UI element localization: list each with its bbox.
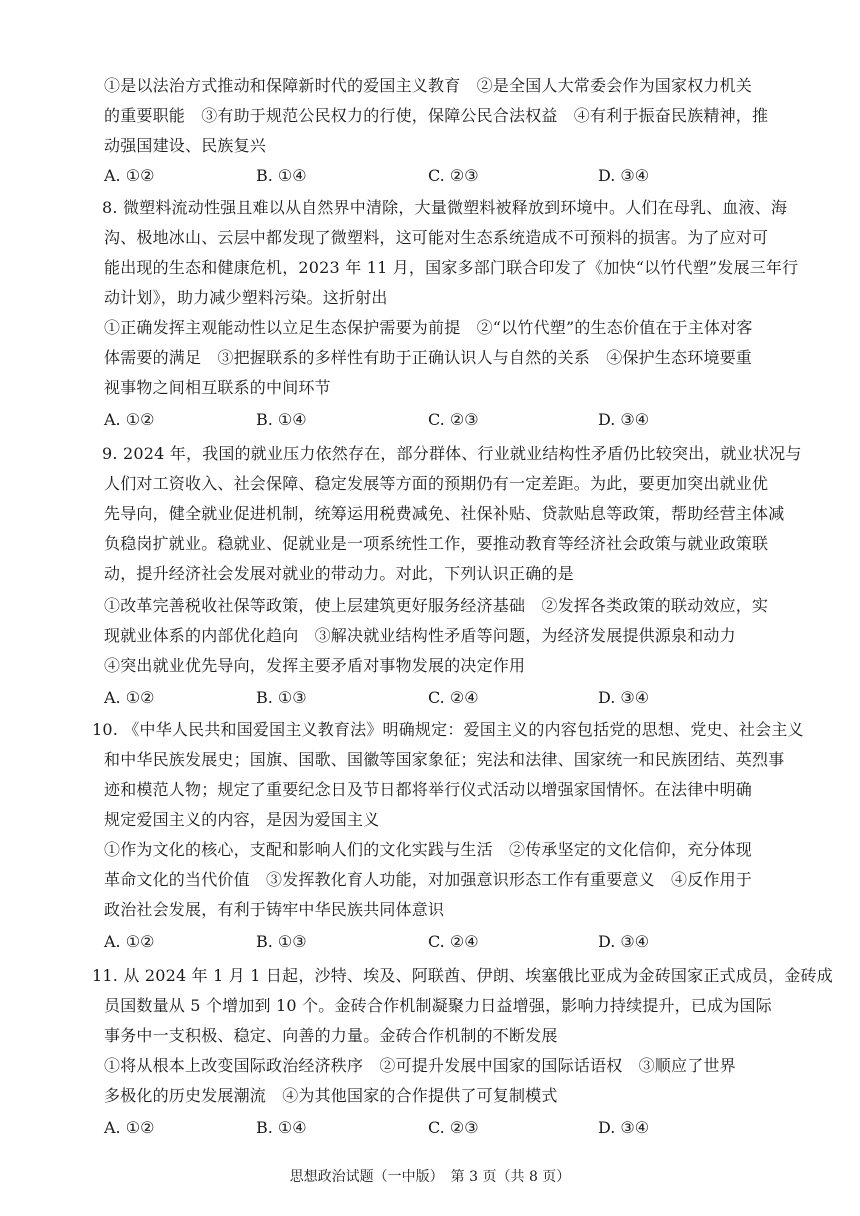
q10-option-a: A. ①② [104,932,155,951]
q11-option-b: B. ①④ [256,1118,307,1137]
q8-statement-line: 体需要的满足 ③把握联系的多样性有助于正确认识人与自然的关系 ④保护生态环境要重 [104,348,753,367]
q7-option-d: D. ③④ [598,166,650,185]
q9-option-c: C. ②④ [428,688,479,707]
q10-stem-line: 和中华民族发展史；国旗、国歌、国徽等国家象征；宪法和法律、国家统一和民族团结、英烈事 [104,750,785,769]
q11-option-d: D. ③④ [598,1118,650,1137]
q7-option-a: A. ①② [104,166,155,185]
q10-option-c: C. ②④ [428,932,479,951]
q9-stem-line: 人们对工资收入、社会保障、稳定发展等方面的预期仍有一定差距。为此，要更加突出就业优 [104,474,769,493]
q9-stem-line: 先导向，健全就业促进机制，统筹运用税费减免、社保补贴、贷款贴息等政策，帮助经营主体减 [104,504,785,523]
q9-stem-line: 动，提升经济社会发展对就业的带动力。对此，下列认识正确的是 [104,564,574,583]
q11-stem-line: 事务中一支积极、稳定、向善的力量。金砖合作机制的不断发展 [104,1026,558,1045]
q8-stem-line: 8. 微塑料流动性强且难以从自然界中清除，大量微塑料被释放到环境中。人们在母乳、血液、海 [102,198,788,217]
q9-option-b: B. ①③ [256,688,307,707]
q11-stem-line: 员国数量从 5 个增加到 10 个。金砖合作机制凝聚力日益增强，影响力持续提升，已成为国际 [104,996,772,1015]
q11-option-a: A. ①② [104,1118,155,1137]
q8-statement-line: 视事物之间相互联系的中间环节 [104,378,331,397]
q7-statement-line: 动强国建设、民族复兴 [104,136,267,155]
q8-stem-line: 沟、极地冰山、云层中都发现了微塑料，这可能对生态系统造成不可预料的损害。为了应对可 [104,228,769,247]
q9-option-d: D. ③④ [598,688,650,707]
q10-statement-line: 政治社会发展，有利于铸牢中华民族共同体意识 [104,900,445,919]
q9-statement-line: ①改革完善税收社保等政策，使上层建筑更好服务经济基础 ②发挥各类政策的联动效应，实 [104,596,769,615]
q7-option-c: C. ②③ [428,166,479,185]
q8-option-c: C. ②③ [428,410,479,429]
q11-option-c: C. ②③ [428,1118,479,1137]
q9-stem-line: 9. 2024 年，我国的就业压力依然存在，部分群体、行业就业结构性矛盾仍比较突出，就业状况与 [102,444,802,463]
q7-option-b: B. ①④ [256,166,307,185]
q7-statement-line: ①是以法治方式推动和保障新时代的爱国主义教育 ②是全国人大常委会作为国家权力机关 [104,76,753,95]
q10-stem-line: 10. 《中华人民共和国爱国主义教育法》明确规定：爱国主义的内容包括党的思想、党史、社会主义 [92,720,804,739]
q10-option-d: D. ③④ [598,932,650,951]
q10-statement-line: 革命文化的当代价值 ③发挥教化育人功能，对加强意识形态工作有重要意义 ④反作用于 [104,870,753,889]
q7-statement-line: 的重要职能 ③有助于规范公民权力的行使，保障公民合法权益 ④有利于振奋民族精神，推 [104,106,769,125]
q8-statement-line: ①正确发挥主观能动性以立足生态保护需要为前提 ②“以竹代塑”的生态价值在于主体对客 [104,318,753,337]
q8-option-b: B. ①④ [256,410,307,429]
q8-stem-line: 能出现的生态和健康危机，2023 年 11 月，国家多部门联合印发了《加快“以竹代塑”发展三年行 [104,258,799,277]
q9-statement-line: ④突出就业优先导向，发挥主要矛盾对事物发展的决定作用 [104,656,526,675]
q11-stem-line: 11. 从 2024 年 1 月 1 日起，沙特、埃及、阿联酋、伊朗、埃塞俄比亚成为金砖国家正式成员，金砖成 [92,966,833,985]
q11-statement-line: ①将从根本上改变国际政治经济秩序 ②可提升发展中国家的国际话语权 ③顺应了世界 [104,1056,736,1075]
q10-option-b: B. ①③ [256,932,307,951]
q10-statement-line: ①作为文化的核心，支配和影响人们的文化实践与生活 ②传承坚定的文化信仰，充分体现 [104,840,753,859]
q11-statement-line: 多极化的历史发展潮流 ④为其他国家的合作提供了可复制模式 [104,1086,558,1105]
q8-option-a: A. ①② [104,410,155,429]
page-footer: 思想政治试题（一中版） 第 3 页（共 8 页） [289,1169,571,1185]
q9-stem-line: 负稳岗扩就业。稳就业、促就业是一项系统性工作，要推动教育等经济社会政策与就业政策联 [104,534,769,553]
q10-stem-line: 规定爱国主义的内容，是因为爱国主义 [104,810,380,829]
q8-stem-line: 动计划》，助力减少塑料污染。这折射出 [104,288,388,307]
q9-statement-line: 现就业体系的内部优化趋向 ③解决就业结构性矛盾等问题，为经济发展提供源泉和动力 [104,626,736,645]
q8-option-d: D. ③④ [598,410,650,429]
q9-option-a: A. ①② [104,688,155,707]
q10-stem-line: 迹和模范人物；规定了重要纪念日及节日都将举行仪式活动以增强家国情怀。在法律中明确 [104,780,753,799]
